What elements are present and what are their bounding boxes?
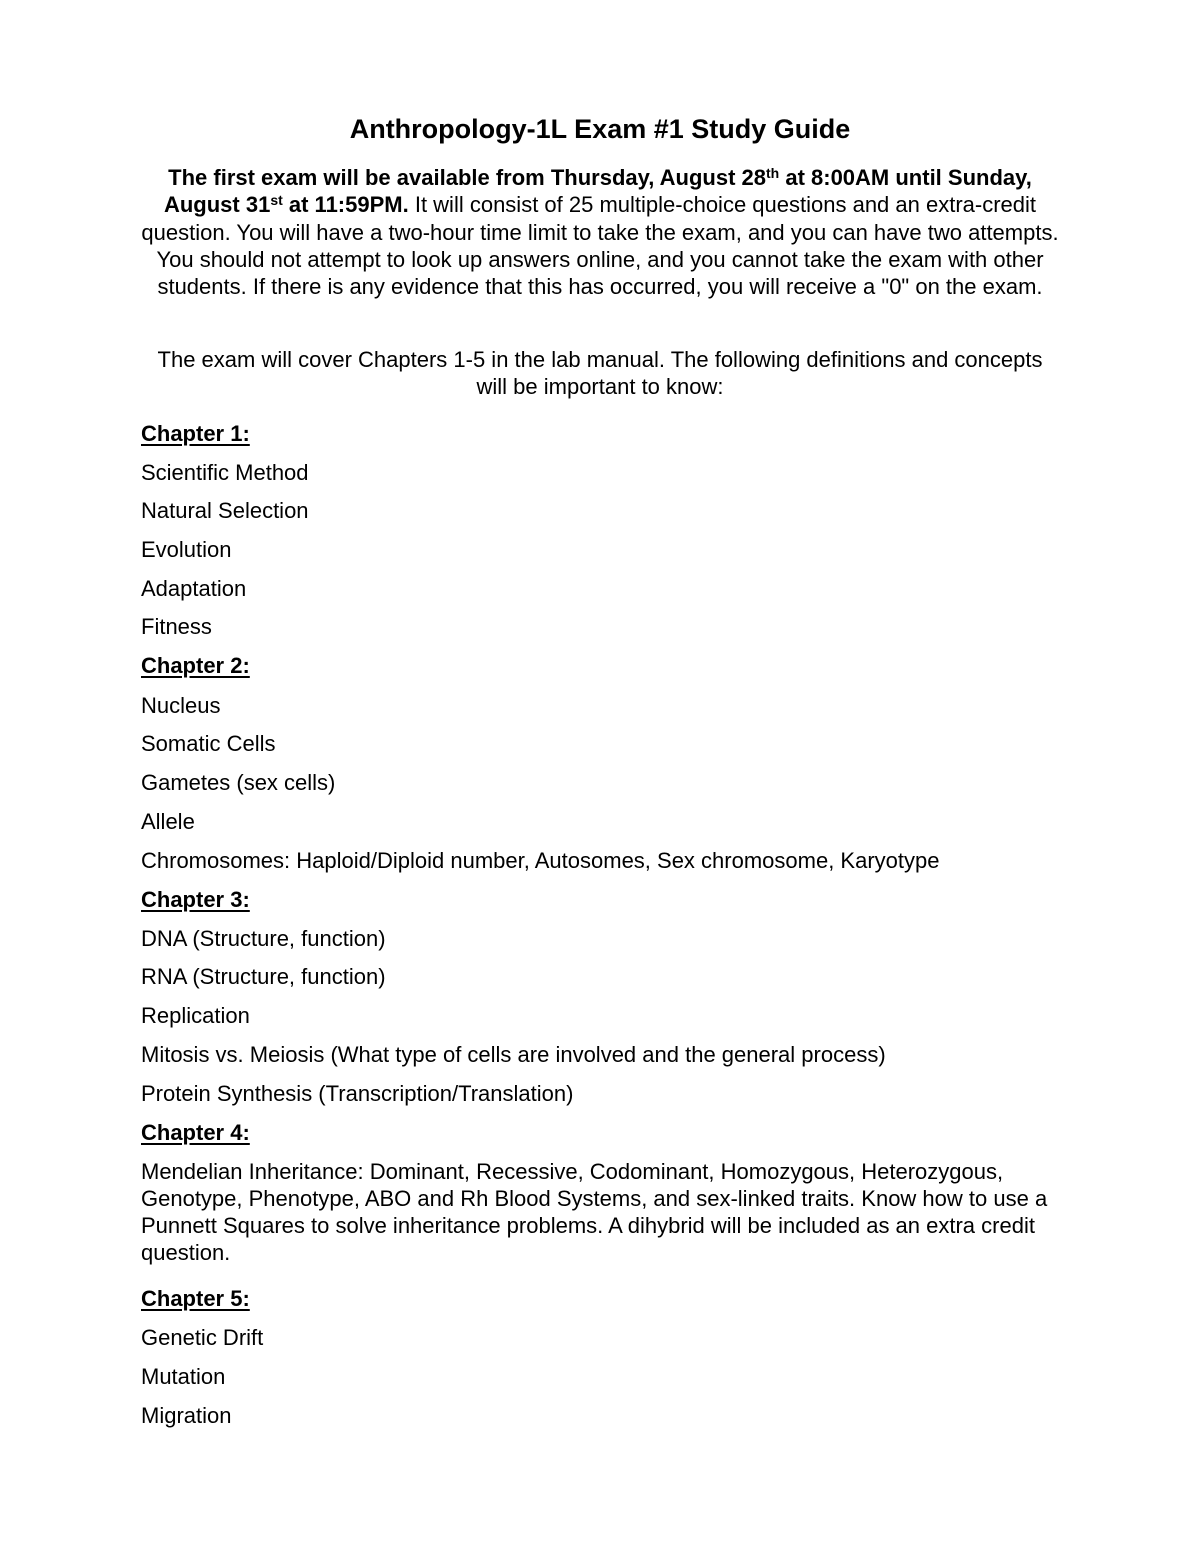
- availability-text-b: at 8:00AM until Sunday, August 31: [163, 165, 1032, 218]
- chapter-3-item: Protein Synthesis (Transcription/Translation): [141, 1081, 574, 1106]
- availability-text-a: The first exam will be available from Thursday, August 28: [168, 165, 766, 190]
- chapter-2-item: Chromosomes: Haploid/Diploid number, Autosomes, Sex chromosome, Karyotype: [141, 848, 940, 873]
- chapter-3-heading: Chapter 3:: [141, 887, 250, 912]
- chapter-2-heading: Chapter 2:: [141, 653, 250, 678]
- chapter-4-heading: Chapter 4:: [141, 1120, 250, 1145]
- chapter-5-item: Mutation: [141, 1364, 226, 1389]
- exam-info-paragraph: [140, 164, 1060, 300]
- coverage-paragraph: The exam will cover Chapters 1-5 in the lab manual. The following definitions and concepts will be important to know:: [157, 347, 1043, 400]
- ordinal-suffix-th: th: [766, 165, 780, 181]
- availability-text-c: at 11:59PM.: [282, 192, 409, 218]
- chapter-1-item: Natural Selection: [141, 498, 309, 523]
- ordinal-suffix-st: st: [270, 192, 283, 209]
- chapter-2-item: Somatic Cells: [141, 731, 276, 756]
- chapter-4-paragraph: Mendelian Inheritance: Dominant, Recessive, Codominant, Homozygous, Heterozygous, Genotype, Phenotype, ABO and Rh Blood Systems, and sex-linked traits. Know how to use a Punnett Squares to solve inheritance problems. A dihybrid will be included as an extra credit question.: [141, 1159, 1048, 1265]
- exam-rules-text: It will consist of 25 multiple-choice questions and an extra-credit question. You will have a two-hour time limit to take the exam, and you can have two attempts. You should not attempt to look up answers online, and you cannot take the exam with other students. If there is any evidence that this has occurred, you will receive a "0" on the exam.: [141, 192, 1059, 300]
- chapter-1-item: Adaptation: [141, 576, 247, 601]
- chapter-3-item: Mitosis vs. Meiosis (What type of cells are involved and the general process): [141, 1042, 886, 1067]
- chapter-5-item: Genetic Drift: [141, 1325, 264, 1350]
- chapter-2-item: Gametes (sex cells): [141, 770, 336, 795]
- chapter-3-item: DNA (Structure, function): [141, 926, 386, 951]
- chapter-5-item: Migration: [141, 1403, 232, 1428]
- chapter-5-heading: Chapter 5:: [141, 1286, 250, 1311]
- document-title: Anthropology-1L Exam #1 Study Guide: [349, 114, 851, 144]
- chapter-3-item: RNA (Structure, function): [141, 964, 386, 989]
- chapter-3-item: Replication: [141, 1003, 250, 1028]
- chapter-1-heading: Chapter 1:: [141, 421, 250, 446]
- chapter-1-item: Evolution: [141, 537, 232, 562]
- chapter-1-item: Fitness: [141, 614, 212, 639]
- chapter-2-item: Allele: [141, 809, 195, 834]
- chapter-2-item: Nucleus: [141, 693, 221, 718]
- chapter-1-item: Scientific Method: [141, 460, 309, 485]
